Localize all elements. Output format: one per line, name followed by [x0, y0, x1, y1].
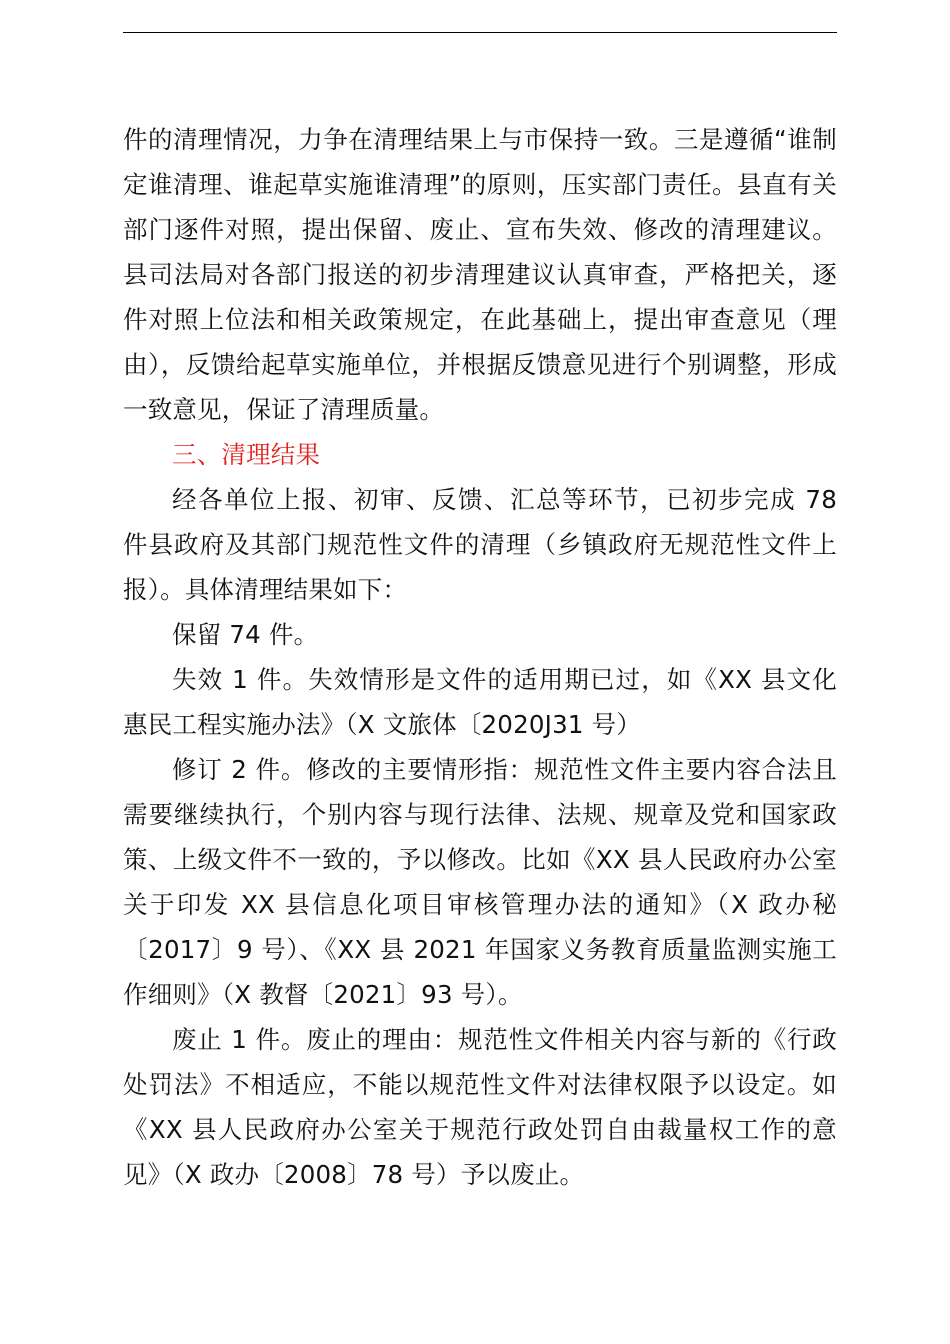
paragraph-revised: 修订 2 件。修改的主要情形指：规范性文件主要内容合法且需要继续执行，个别内容与现行法律、法规、规章及党和国家政策、上级文件不一致的，予以修改。比如《XX 县人民政府办公室关于印发 XX 县信息化项目审核管理办法的通知》（X 政办秘〔2017〕9 号）、《XX 县 2021 年国家义务教育质量监测实施工作细则》（X 教督〔2021〕93 号）。 — [123, 755, 837, 1009]
document-body — [123, 117, 837, 1197]
header-rule — [123, 32, 837, 33]
paragraph-invalidated: 失效 1 件。失效情形是文件的适用期已过，如《XX 县文化惠民工程实施办法》（X 文旅体〔2020J31 号） — [123, 665, 837, 739]
section-heading-results: 三、清理结果 — [172, 440, 321, 469]
paragraph-repealed: 废止 1 件。废止的理由：规范性文件相关内容与新的《行政处罚法》不相适应，不能以规范性文件对法律权限予以设定。如《XX 县人民政府办公室关于规范行政处罚自由裁量权工作的意见》（X 政办〔2008〕78 号）予以废止。 — [123, 1025, 837, 1189]
paragraph-retained: 保留 74 件。 — [172, 620, 319, 649]
paragraph-results-summary: 经各单位上报、初审、反馈、汇总等环节，已初步完成 78 件县政府及其部门规范性文件的清理（乡镇政府无规范性文件上报）。具体清理结果如下： — [123, 485, 837, 604]
paragraph-cleanup-process: 件的清理情况，力争在清理结果上与市保持一致。三是遵循“谁制定谁清理、谁起草实施谁清理”的原则，压实部门责任。县直有关部门逐件对照，提出保留、废止、宣布失效、修改的清理建议。县司法局对各部门报送的初步清理建议认真审查，严格把关，逐件对照上位法和相关政策规定，在此基础上，提出审查意见（理由），反馈给起草实施单位，并根据反馈意见进行个别调整，形成一致意见，保证了清理质量。 — [123, 125, 837, 424]
